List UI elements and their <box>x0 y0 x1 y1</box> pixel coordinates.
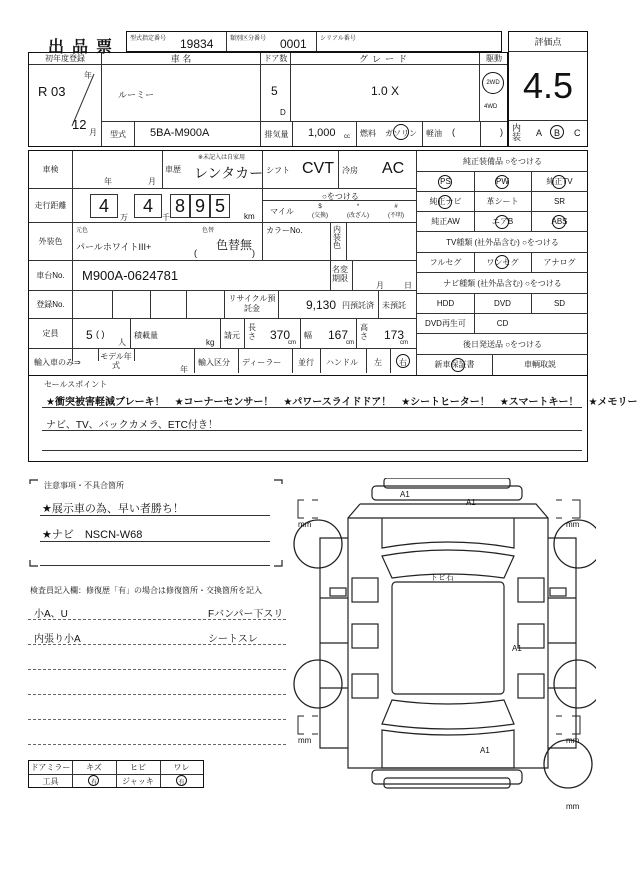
name-change-month: 月 <box>376 281 384 290</box>
chassis-number: M900A-0624781 <box>82 268 179 283</box>
inspection-year-unit: 年 <box>104 177 112 186</box>
mileage-digit-4: 9 <box>194 195 205 216</box>
month-unit: 月 <box>89 128 97 137</box>
recycle-unpaid: 未預託 <box>382 301 406 310</box>
import-parallel: 並行 <box>298 358 314 367</box>
fuel-label: 燃料 <box>360 129 376 138</box>
navi-hdd: HDD <box>436 298 455 308</box>
notes-line1: ★展示車の為、早い者勝ち！ <box>42 503 184 515</box>
equip-sr: SR <box>553 196 566 206</box>
handle-left: 左 <box>374 358 382 367</box>
displacement-label: 排気量 <box>264 129 289 139</box>
mileage-check-mile: マイル <box>270 207 294 216</box>
mark-right-door: A1 <box>512 644 522 653</box>
interior-label: 内装 <box>512 123 522 142</box>
interior-grade-c: C <box>574 128 581 138</box>
history-note: ※未記入は自家用 <box>198 155 246 161</box>
model-label: 型式 <box>110 129 126 139</box>
recycle-label: リサイクル預託金 <box>228 294 276 313</box>
interior-grade-b: B <box>554 128 561 138</box>
car-name: ルーミー <box>118 90 155 100</box>
fuel-gasoline: ガソリン <box>385 129 417 138</box>
first-reg-era: R 03 <box>38 84 66 99</box>
original-color: パールホワイトIII+ <box>76 242 152 252</box>
dvd-playback: DVD再生可 <box>425 318 466 328</box>
name-change-day: 日 <box>404 281 412 290</box>
tv-fullseg: フルセグ <box>429 257 462 267</box>
serial-label: シリアル番号 <box>320 36 356 42</box>
import-label: 輸入車のみ⇒ <box>34 358 81 367</box>
equip-navi: 純正ナビ <box>429 196 462 206</box>
capacity-label: 定員 <box>42 329 59 338</box>
mileage-check-unknown: # (不明) <box>388 204 404 219</box>
car-name-label: 車 名 <box>170 54 192 64</box>
model-designation-label: 型式指定番号 <box>130 36 167 42</box>
ac-label: 冷房 <box>342 166 358 175</box>
model-designation: 19834 <box>180 37 214 51</box>
year-unit: 年 <box>84 71 92 80</box>
inspector-row1-left: 小A、U <box>34 609 68 620</box>
mm-front-right: mm <box>566 520 580 529</box>
length-cm: cm <box>288 340 296 346</box>
sen-unit: 千 <box>162 213 170 222</box>
mm-rear-right: mm <box>566 736 580 745</box>
shift-value: CVT <box>302 160 334 177</box>
paren-open: ( <box>452 127 455 137</box>
handle-label: ハンドル <box>326 358 358 367</box>
recycle-amount: 9,130 <box>306 298 337 312</box>
navi-sd: SD <box>553 298 566 308</box>
repaint-value: 色替無 <box>216 238 253 252</box>
color-paren-open: ( <box>194 248 197 258</box>
legend-mirror: ドアミラー <box>30 763 71 772</box>
legend-scratch: キズ <box>86 763 102 772</box>
cc-unit: cc <box>344 134 350 140</box>
exterior-color-label: 外装色 <box>38 237 63 246</box>
tv-title: TV種類 (社外品含む) ○をつける <box>446 237 559 247</box>
grade-label: グレード <box>358 54 411 64</box>
drive-label: 駆動 <box>486 54 502 63</box>
notes-line2: ★ナビ NSCN-W68 <box>42 529 143 541</box>
length-value: 370 <box>270 328 291 342</box>
mileage-check-exchange: $ (交換) <box>312 204 328 219</box>
door-type: D <box>280 108 286 117</box>
equip-ps: PS <box>440 176 451 186</box>
displacement: 1,000 <box>308 127 336 139</box>
mileage-digit-2: 4 <box>142 195 153 216</box>
mark-windshield: トビ石 <box>430 573 454 582</box>
paren-close: ) <box>500 127 503 137</box>
sales-note: 請元 <box>224 331 240 340</box>
cd: CD <box>496 318 509 328</box>
interior-color-label: 内装色 <box>333 225 341 250</box>
standard-equip-title: 純正装備品 ○をつける <box>462 156 543 166</box>
import-dealer: ディーラー <box>242 358 282 367</box>
sales-points-title: セールスポイント <box>44 380 108 389</box>
mileage-digit-3: 8 <box>174 195 185 216</box>
first-reg-label: 初年度登録 <box>45 54 85 63</box>
legend-tool-yes: 有 <box>90 779 97 786</box>
ac-value: AC <box>382 160 405 177</box>
capacity-value: 5 <box>86 328 93 342</box>
model-year-label: モデル年式 <box>100 352 132 370</box>
mm-front-left: mm <box>298 520 312 529</box>
mileage-label: 走行距離 <box>34 201 67 210</box>
history-label: 車歴 <box>165 165 181 174</box>
reg-no-label: 登録No. <box>36 300 65 309</box>
navi-title: ナビ種類 (社外品含む) ○をつける <box>443 278 562 288</box>
first-reg-month: 12 <box>72 117 87 132</box>
repaint-label: 色替 <box>202 228 215 234</box>
drive-2wd: 2WD <box>486 80 500 86</box>
model-year-unit: 年 <box>180 365 188 374</box>
height-cm: cm <box>400 340 408 346</box>
km-unit: km <box>244 212 255 221</box>
inspection-month-unit: 月 <box>148 177 156 186</box>
height-label: 高さ <box>360 323 368 341</box>
legend-crack: ヒビ <box>130 763 146 772</box>
grade-value: 1.0 X <box>370 84 400 98</box>
tv-analog: アナログ <box>543 257 576 267</box>
capacity-unit: 人 <box>118 338 126 347</box>
load-label: 積載量 <box>134 331 158 340</box>
recycle-status: 円預託済 <box>342 301 374 310</box>
category-number: 0001 <box>280 37 307 51</box>
chassis-label: 車台No. <box>36 271 65 280</box>
navi-dvd: DVD <box>494 298 511 308</box>
height-value: 173 <box>384 328 405 342</box>
mileage-digit-1: 4 <box>98 195 109 216</box>
inspector-row1-right: Fバンパー下スリ <box>208 609 284 620</box>
width-value: 167 <box>328 328 349 342</box>
equip-leather: 革シート <box>486 196 519 206</box>
equip-abs: ABS <box>551 216 568 226</box>
rating-value: 4.5 <box>522 65 574 106</box>
kg-unit: kg <box>206 338 215 347</box>
model-code: 5BA-M900A <box>150 127 210 139</box>
legend-break: ワレ <box>173 763 190 772</box>
rating-label: 評価点 <box>534 36 562 47</box>
interior-grade-a: A <box>536 128 543 138</box>
later-title: 後日発送品 ○をつける <box>462 339 543 349</box>
original-color-label: 元色 <box>76 228 89 234</box>
equip-pw: PW <box>496 176 509 186</box>
later-warranty: 新車保証書 <box>434 360 475 369</box>
fuel-diesel: 軽油 <box>426 129 442 138</box>
inspection-label: 車検 <box>42 165 59 174</box>
doors-count: 5 <box>271 84 278 98</box>
equip-aw: 純正AW <box>431 216 460 226</box>
length-label: 長さ <box>248 323 256 341</box>
sales-points-line2: ナビ、TV、バックカメラ、ETC付き！ <box>46 420 218 431</box>
inspector-title: 検査員記入欄：修復歴「有」の場合は修復箇所・交換箇所を記入 <box>30 586 262 595</box>
width-label: 幅 <box>304 331 312 340</box>
notes-title: 注意事項・不具合箇所 <box>44 481 124 490</box>
mileage-check-tamper: * (改ざん) <box>347 204 369 219</box>
equip-airbag: エアB <box>491 216 514 226</box>
car-diagram <box>290 478 596 808</box>
width-cm: cm <box>346 340 354 346</box>
mark-hood: A1 <box>466 498 476 507</box>
color-no-label: カラーNo. <box>266 226 303 235</box>
legend-jack-yes: 有 <box>178 779 185 786</box>
legend-jack: ジャッキ <box>122 776 154 786</box>
form-title: 出品票 <box>48 39 121 56</box>
inspector-row2-right: シートスレ <box>208 634 258 645</box>
mileage-digit-5: 5 <box>214 195 225 216</box>
history-value: レンタカー <box>194 165 264 181</box>
later-manual: 車輌取説 <box>524 360 556 369</box>
name-change-label: 名変期限 <box>332 265 348 283</box>
sales-points-line1: ★衝突被害軽減ブレーキ！ ★コーナーセンサー！ ★パワースライドドア！ ★シートヒーター！ ★スマートキー！ ★メモリー <box>46 397 638 408</box>
legend-tool: 工具 <box>42 776 59 786</box>
handle-right: 右 <box>399 358 407 367</box>
mark-front-bumper: A1 <box>400 490 410 499</box>
inspector-row2-left: 内張り小A <box>34 634 81 645</box>
drive-4wd: 4WD <box>484 104 498 110</box>
tv-oneseg: ワンセグ <box>486 257 519 267</box>
mm-spare: mm <box>566 802 580 811</box>
doors-label: ドア数 <box>263 54 288 63</box>
mm-rear-left: mm <box>298 736 312 745</box>
shift-label: シフト <box>266 166 290 175</box>
category-label: 類別区分番号 <box>230 36 267 42</box>
mileage-check-title: ○をつける <box>322 192 359 201</box>
mark-rear-bumper: A1 <box>480 746 490 755</box>
color-paren-close: ) <box>252 248 255 258</box>
equip-tv: 純正TV <box>546 176 573 186</box>
man-unit: 万 <box>120 213 128 222</box>
import-type-label: 輸入区分 <box>198 358 230 367</box>
